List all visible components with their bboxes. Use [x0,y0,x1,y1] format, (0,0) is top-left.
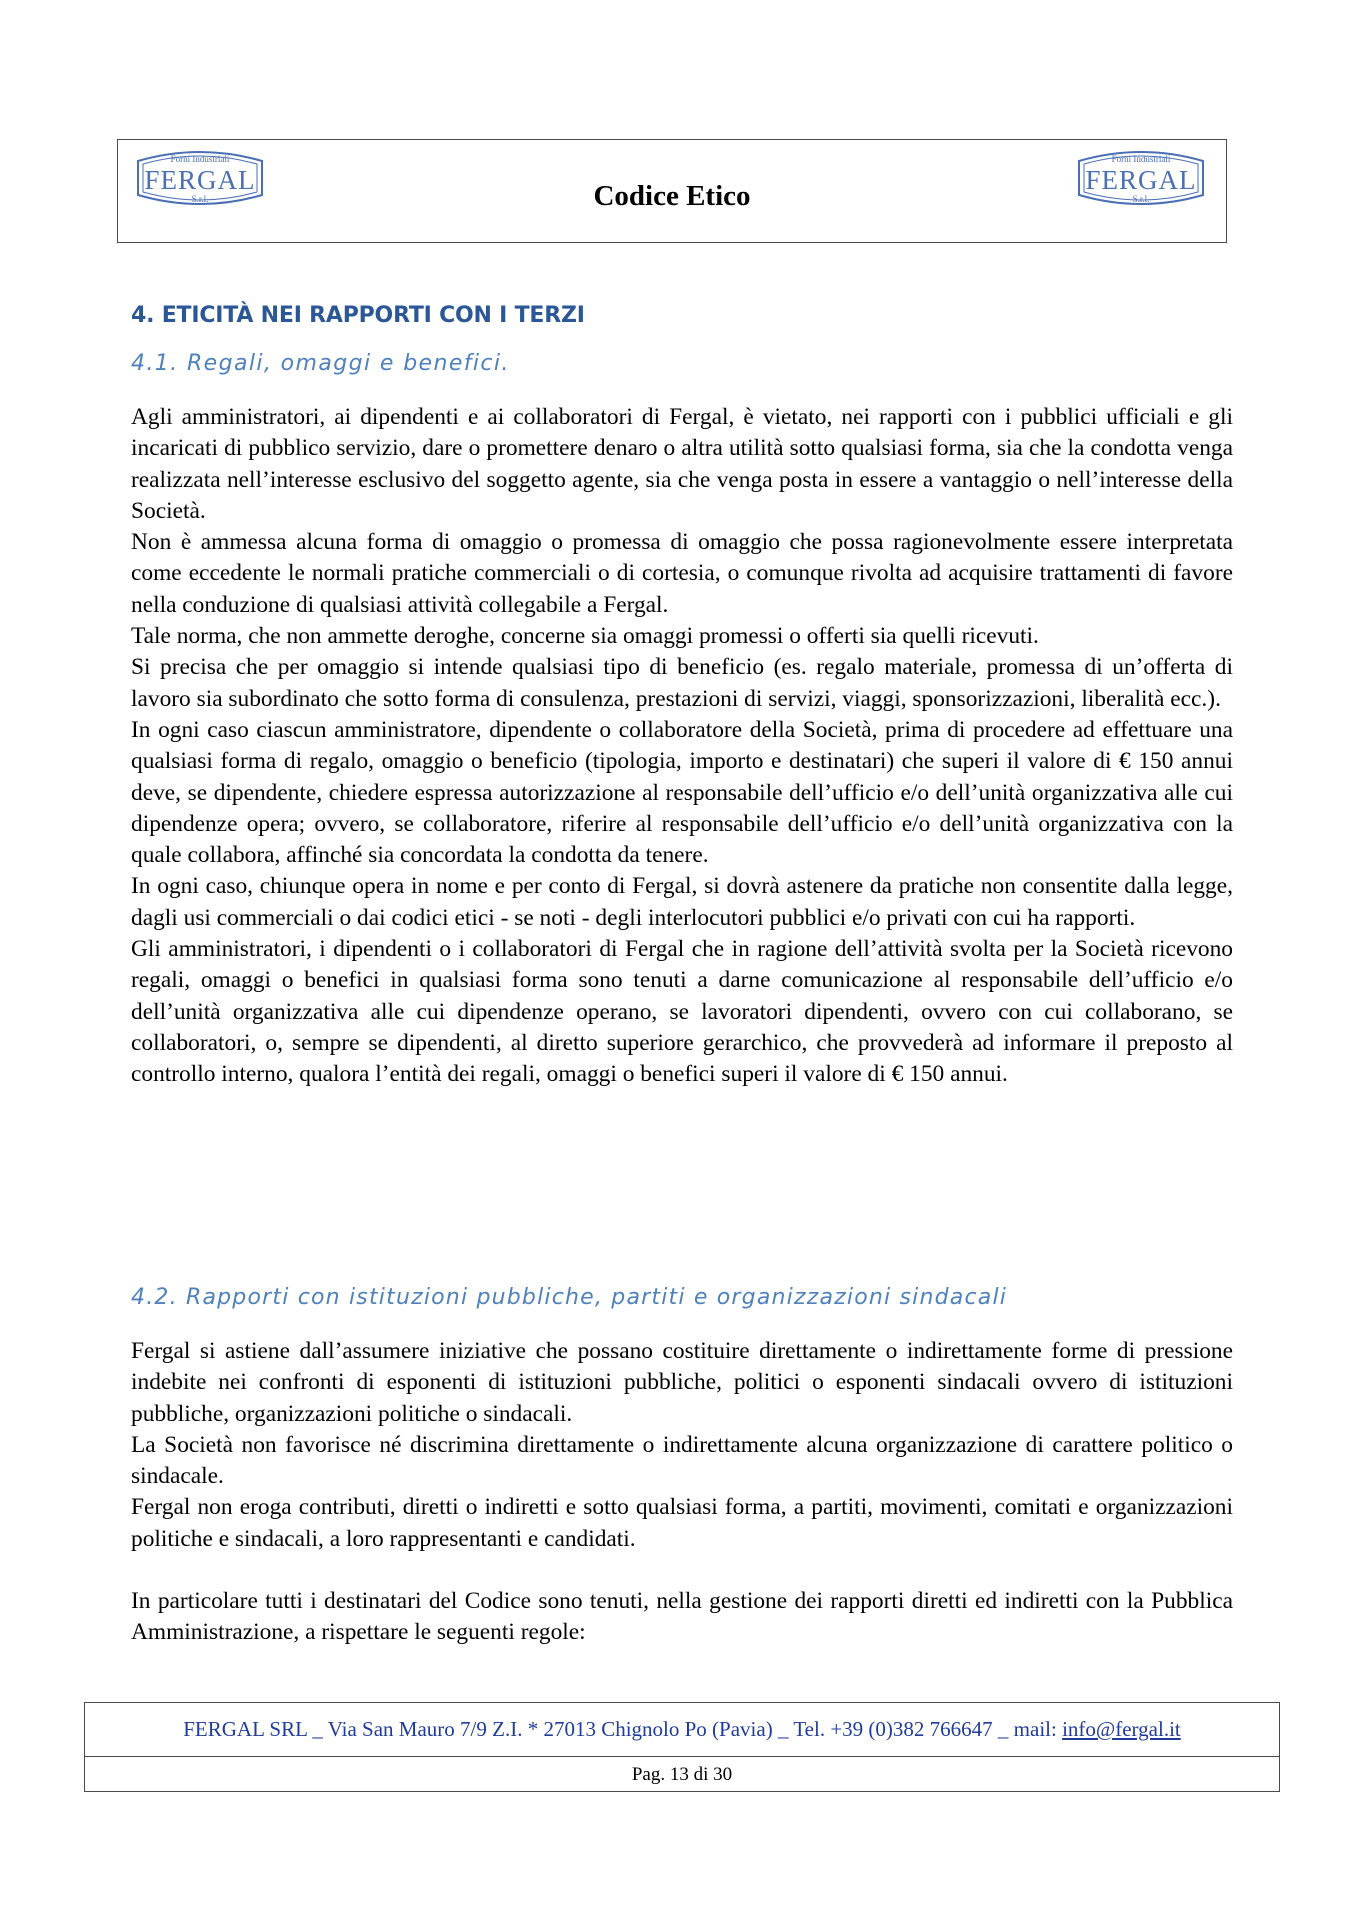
company-address: FERGAL SRL _ Via San Mauro 7/9 Z.I. * 27013 Chignolo Po (Pavia) _ Tel. +39 (0)382 766647 _ mail: [183,1717,1063,1741]
closing-paragraph [131,1586,1233,1649]
page-footer [84,1702,1280,1792]
paragraph: In ogni caso ciascun amministratore, dipendente o collaboratore della Società, prima di procedere ad effettuare una qualsiasi forma di regalo, omaggio o beneficio (tipologia, importo e destinatari) che superi il valore di € 150 annui deve, se dipendente, chiedere espressa autorizzazione al responsabile dell’ufficio e/o dell’unità organizzativa alle cui dipendenze opera; ovvero, se collaboratore, riferire al responsabile dell’ufficio e/o dell’unità organizzativa con la quale collabora, affinché sia concordata la condotta da tenere. [131,716,1233,869]
paragraph: In ogni caso, chiunque opera in nome e per conto di Fergal, si dovrà astenere da pratiche non consentite dalla legge, dagli usi commerciali o dai codici etici - se noti - degli interlocutori pubblici e/o privati con cui ha rapporti. [131,873,1233,931]
email-link[interactable]: info@fergal.it [1062,1717,1181,1741]
paragraph: La Società non favorisce né discrimina direttamente o indirettamente alcuna organizzazione di carattere politico o sindacale. [131,1431,1233,1490]
subsection-heading-gifts: 4.1. Regali, omaggi e benefici. [131,351,510,376]
svg-text:FERGAL: FERGAL [1085,165,1197,195]
svg-text:Forni Industriali: Forni Industriali [1111,154,1171,164]
paragraph: Fergal si astiene dall’assumere iniziative che possano costituire direttamente o indirettamente forme di pressione indebite nei confronti di esponenti di istituzioni pubbliche, politici o esponenti sindacali ovvero di istituzioni pubbliche, organizzazioni politiche o sindacali. [131,1338,1233,1427]
document-title: Codice Etico [593,180,751,212]
paragraph: Non è ammessa alcuna forma di omaggio o promessa di omaggio che possa ragionevolmente essere interpretata come eccedente le normali pratiche commerciali o di cortesia, o comunque rivolta ad acquisire trattamenti di favore nella conduzione di qualsiasi attività collegabile a Fergal. [131,529,1233,618]
svg-text:FERGAL: FERGAL [144,165,256,195]
paragraph: Gli amministratori, i dipendenti o i collaboratori di Fergal che in ragione dell’attività svolta per la Società ricevono regali, omaggi o benefici in qualsiasi forma sono tenuti a darne comunicazione al responsabile dell’ufficio e/o dell’unità organizzativa alle cui dipendenze operano, se lavoratori dipendenti, ovvero con cui collaborano, se collaboratori, o, sempre se dipendenti, al diretto superiore gerarchico, che provvederà ad informare il preposto al controllo interno, qualora l’entità dei regali, omaggi o benefici superi il valore di € 150 annui. [131,936,1233,1088]
subsection-heading-institutions: 4.2. Rapporti con istituzioni pubbliche, partiti e organizzazioni sindacali [131,1285,1008,1310]
page-number: Pag. 13 di 30 [631,1764,733,1785]
company-info [85,1717,1279,1742]
footer-divider [85,1756,1279,1757]
paragraph: Si precisa che per omaggio si intende qualsiasi tipo di beneficio (es. regalo materiale, promessa di un’offerta di lavoro sia subordinato che sotto forma di consulenza, prestazioni di servizi, viaggi, sponsorizzazioni, liberalità ecc.). [131,654,1233,712]
svg-text:S.r.l.: S.r.l. [1132,194,1150,204]
paragraph: In particolare tutti i destinatari del Codice sono tenuti, nella gestione dei rapporti diretti ed indiretti con la Pubblica Amministrazione, a rispettare le seguenti regole: [131,1588,1233,1646]
subsection-body-institutions [131,1336,1233,1555]
paragraph: Tale norma, che non ammette deroghe, concerne sia omaggi promessi o offerti sia quelli ricevuti. [131,623,1039,650]
svg-text:S.r.l.: S.r.l. [191,194,209,204]
svg-text:Forni Industriali: Forni Industriali [170,154,230,164]
paragraph: Agli amministratori, ai dipendenti e ai collaboratori di Fergal, è vietato, nei rapporti con i pubblici ufficiali e gli incaricati di pubblico servizio, dare o promettere denaro o altra utilità sotto qualsiasi forma, sia che la condotta venga realizzata nell’interesse esclusivo del soggetto agente, sia che venga posta in essere a vantaggio o nell’interesse della Società. [131,404,1233,524]
page-header [117,139,1227,243]
paragraph: Fergal non eroga contributi, diretti o indiretti e sotto qualsiasi forma, a partiti, movimenti, comitati e organizzazioni politiche e sindacali, a loro rappresentanti e candidati. [131,1494,1233,1552]
fergal-logo-right [1073,147,1209,209]
section-heading: 4. ETICITÀ NEI RAPPORTI CON I TERZI [131,303,585,328]
subsection-body-gifts [131,402,1233,1091]
